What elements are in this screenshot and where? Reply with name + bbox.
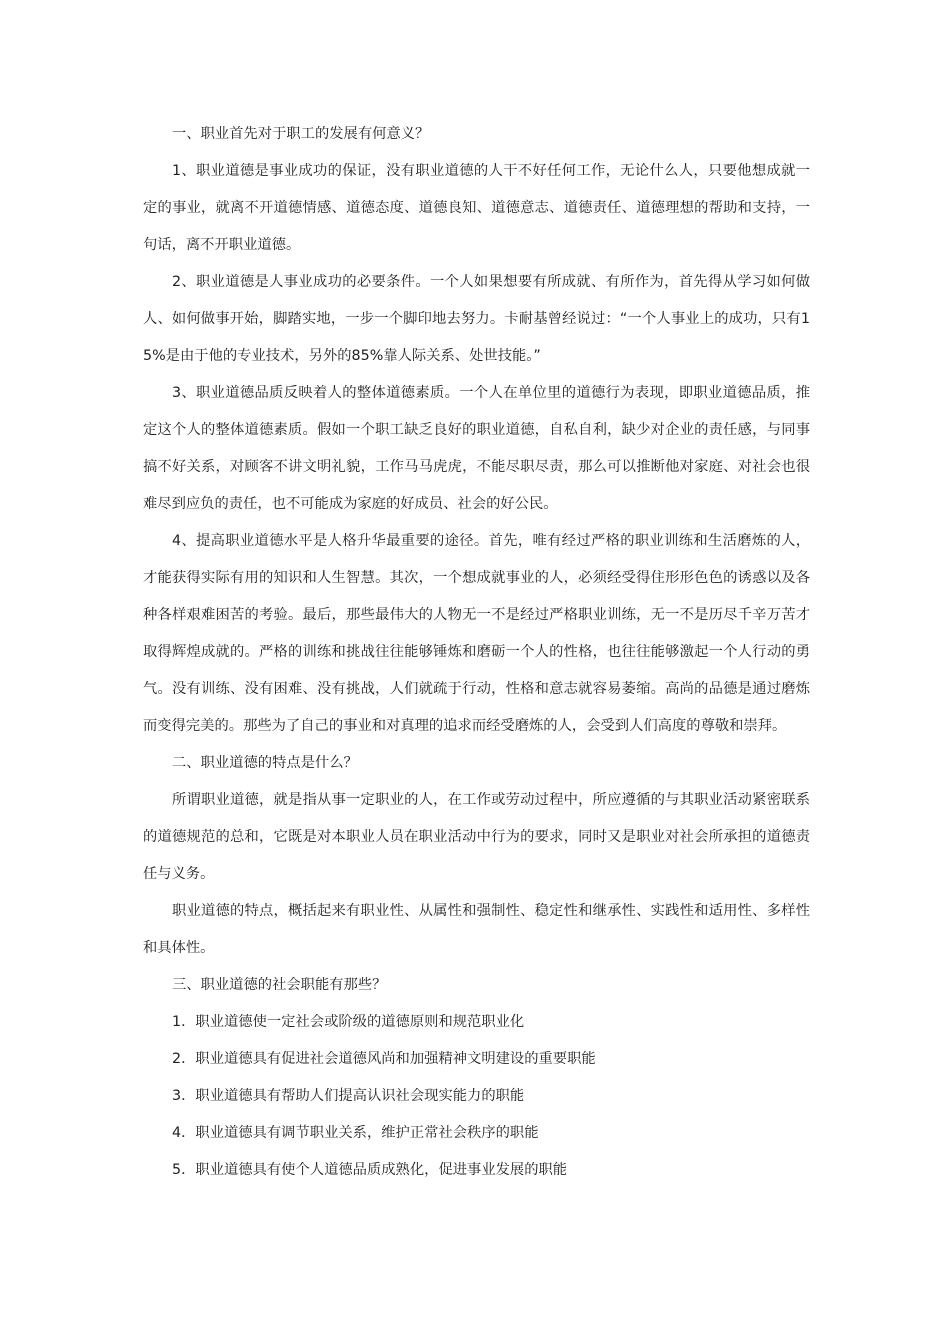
list-item-3-2: 2．职业道德具有促进社会道德风尚和加强精神文明建设的重要职能 (172, 1051, 596, 1067)
list-item-3-4: 4．职业道德具有调节职业关系，维护正常社会秩序的职能 (172, 1125, 539, 1141)
paragraph-2-2: 职业道德的特点，概括起来有职业性、从属性和强制性、稳定性和继承性、实践性和适用性、多样性和具体性。 (143, 903, 810, 956)
list-item-3-1: 1．职业道德使一定社会或阶级的道德原则和规范职业化 (172, 1014, 525, 1030)
paragraph-1-1: 1、职业道德是事业成功的保证，没有职业道德的人干不好任何工作，无论什么人，只要他想成就一定的事业，就离不开道德情感、道德态度、道德良知、道德意志、道德责任、道德理想的帮助和支持，一句话，离不开职业道德。 (143, 163, 810, 253)
question-heading-2: 二、职业道德的特点是什么？ (172, 755, 358, 771)
list-item-3-3: 3．职业道德具有帮助人们提高认识社会现实能力的职能 (172, 1088, 525, 1104)
question-heading-3: 三、职业道德的社会职能有那些？ (172, 977, 387, 993)
paragraph-2-1: 所谓职业道德，就是指从事一定职业的人，在工作或劳动过程中，所应遵循的与其职业活动紧密联系的道德规范的总和，它既是对本职业人员在职业活动中行为的要求，同时又是职业对社会所承担的道德责任与义务。 (143, 792, 810, 882)
document-body (143, 116, 810, 1189)
list-item-3-5: 5．职业道德具有使个人道德品质成熟化，促进事业发展的职能 (172, 1162, 568, 1178)
paragraph-1-4: 4、提高职业道德水平是人格升华最重要的途径。首先，唯有经过严格的职业训练和生活磨炼的人，才能获得实际有用的知识和人生智慧。其次，一个想成就事业的人，必须经受得住形形色色的诱惑以及各种各样艰难困苦的考验。最后，那些最伟大的人物无一不是经过严格职业训练，无一不是历尽千辛万苦才取得辉煌成就的。严格的训练和挑战往往能够锤炼和磨砺一个人的性格，也往往能够激起一个人行动的勇气。没有训练、没有困难、没有挑战，人们就疏于行动，性格和意志就容易萎缩。高尚的品德是通过磨炼而变得完美的。那些为了自己的事业和对真理的追求而经受磨炼的人，会受到人们高度的尊敬和崇拜。 (143, 533, 810, 734)
paragraph-1-2: 2、职业道德是人事业成功的必要条件。一个人如果想要有所成就、有所作为，首先得从学习如何做人、如何做事开始，脚踏实地，一步一个脚印地去努力。卡耐基曾经说过：“一个人事业上的成功，只有15%是由于他的专业技术，另外的85%靠人际关系、处世技能。” (143, 274, 810, 364)
paragraph-1-3: 3、职业道德品质反映着人的整体道德素质。一个人在单位里的道德行为表现，即职业道德品质，推定这个人的整体道德素质。假如一个职工缺乏良好的职业道德，自私自利，缺少对企业的责任感，与同事搞不好关系，对顾客不讲文明礼貌，工作马马虎虎，不能尽职尽责，那么可以推断他对家庭、对社会也很难尽到应负的责任，也不可能成为家庭的好成员、社会的好公民。 (143, 385, 810, 512)
question-heading-1: 一、职业首先对于职工的发展有何意义？ (172, 126, 430, 142)
